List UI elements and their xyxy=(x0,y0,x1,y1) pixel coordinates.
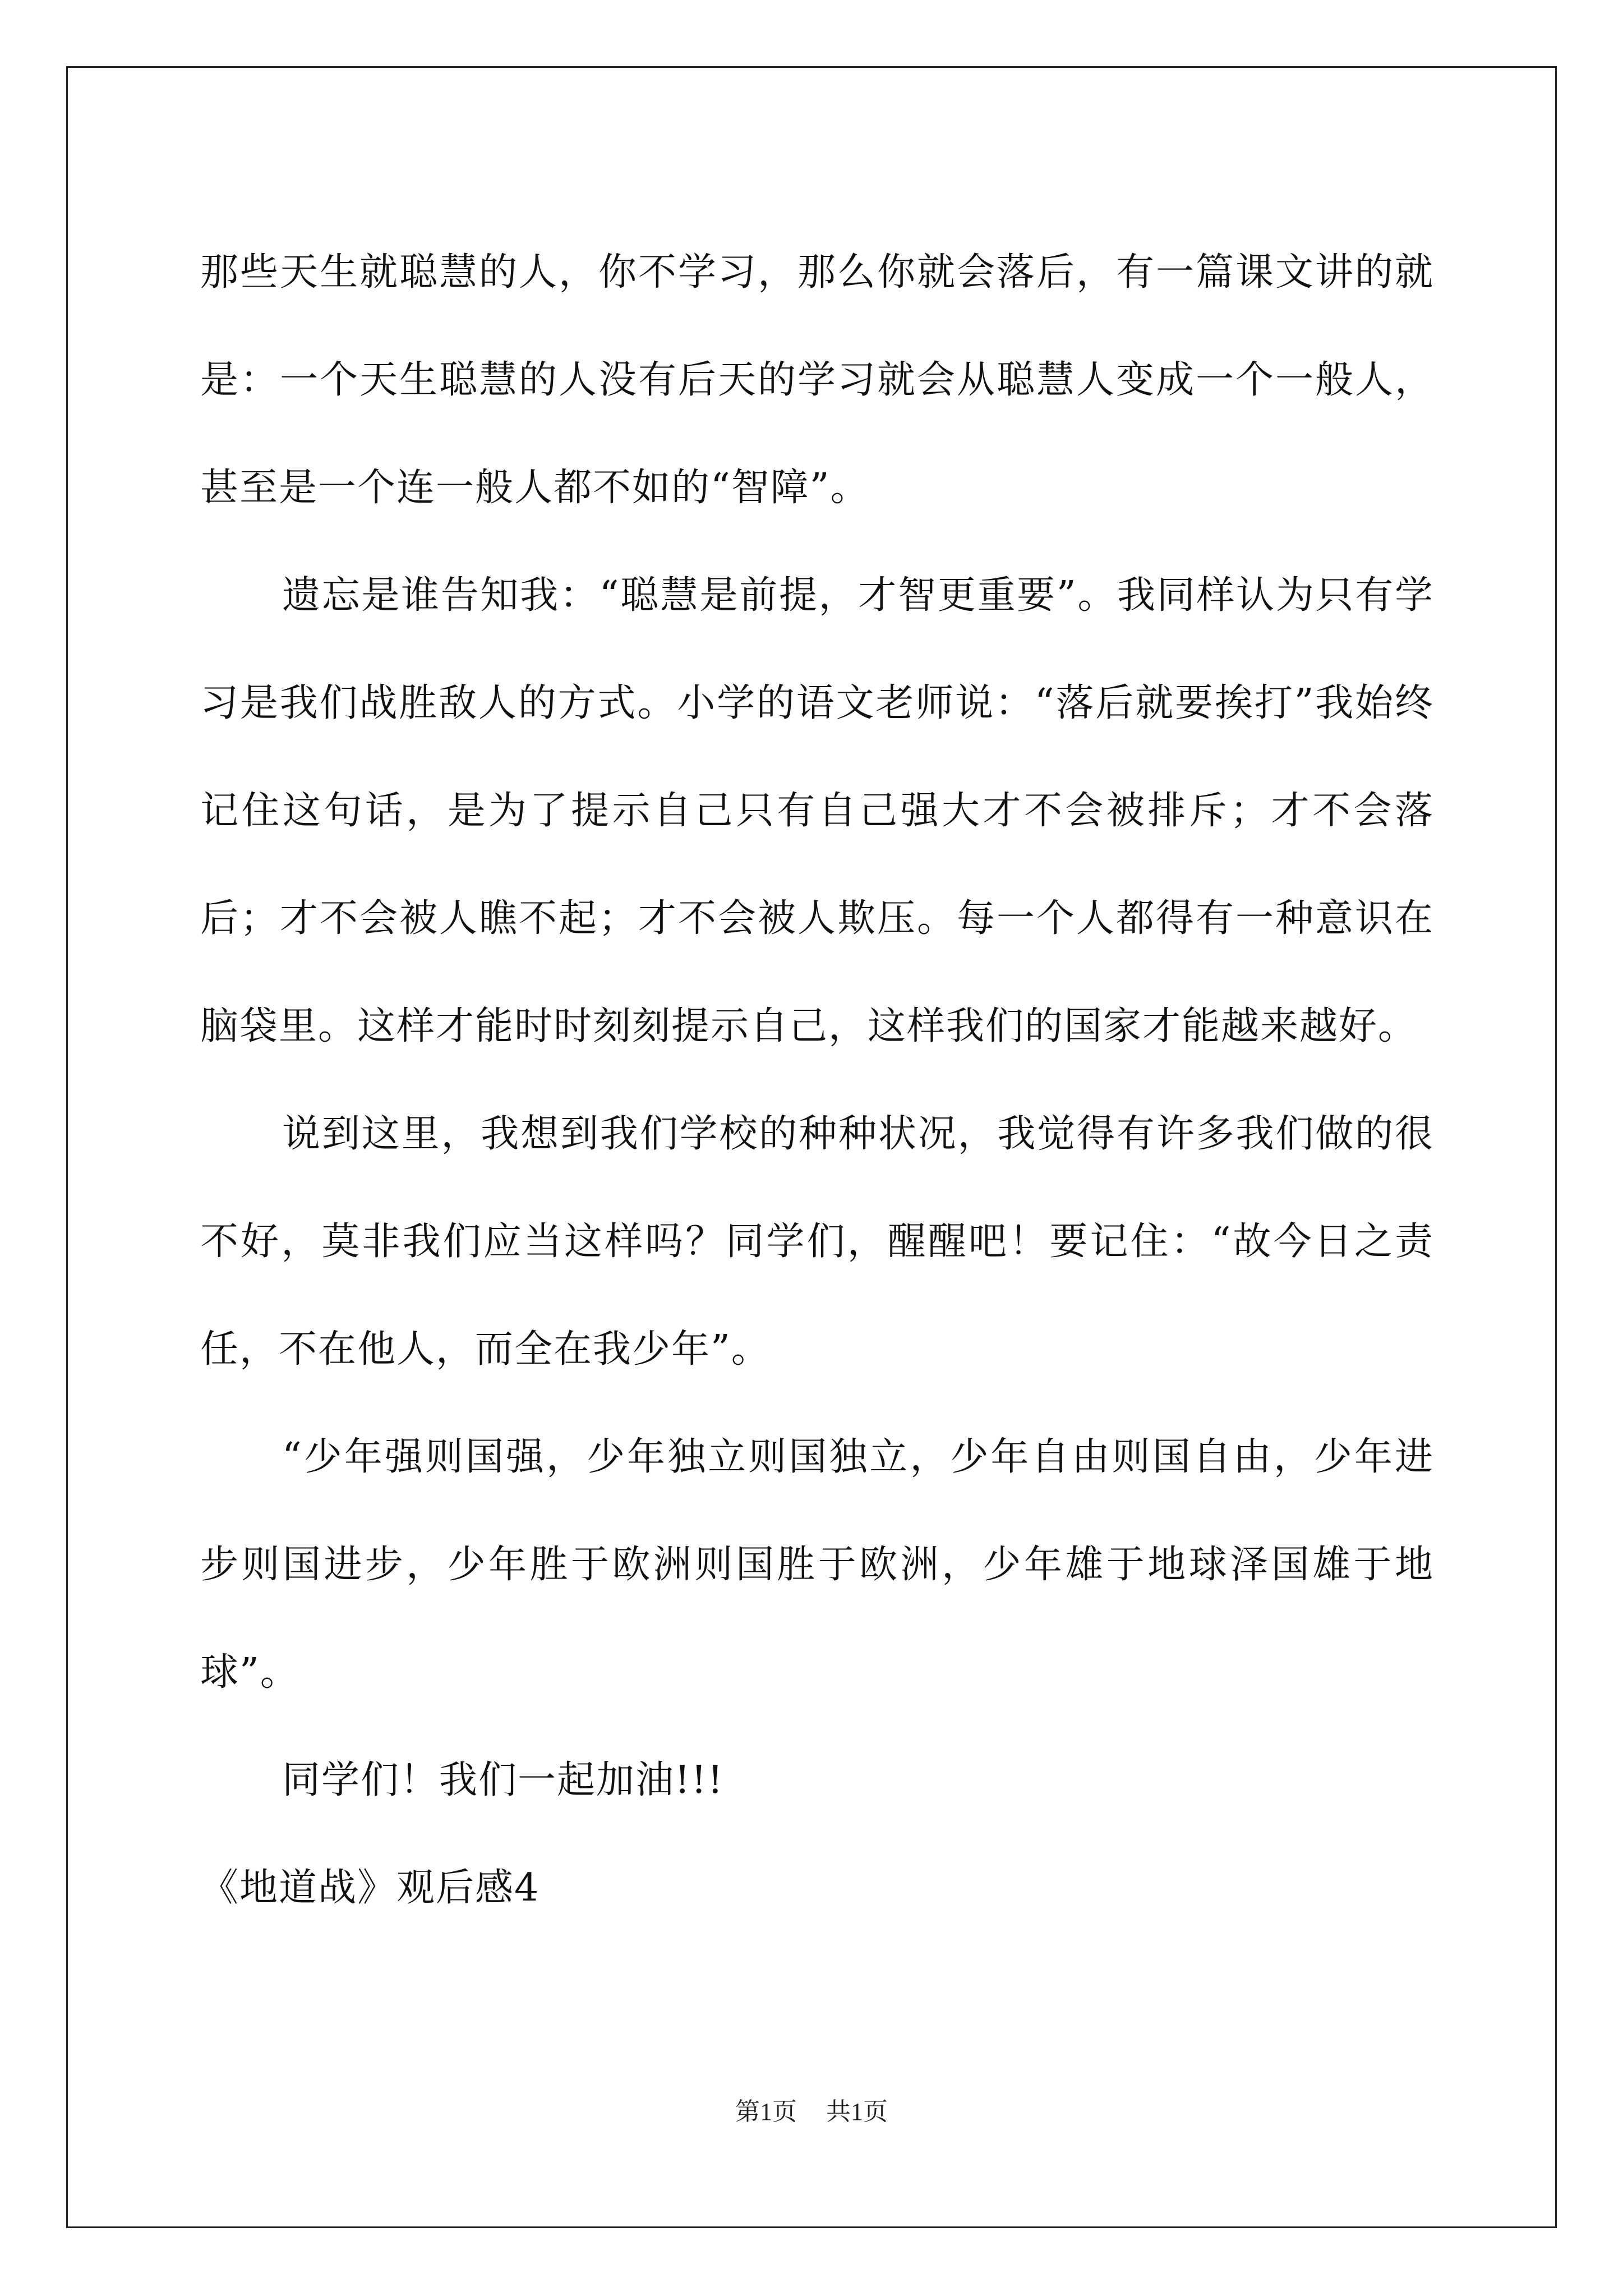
page-total: 共1页 xyxy=(826,2098,888,2125)
paragraph-4: “少年强则国强，少年独立则国独立，少年自由则国自由，少年进步则国进步，少年胜于欧洲则国胜于欧洲，少年雄于地球泽国雄于地球”。 xyxy=(200,1435,1434,1695)
page-number: 第1页 xyxy=(735,2098,797,2125)
page-footer xyxy=(0,2095,1623,2129)
paragraph-5: 同学们！我们一起加油!!! xyxy=(282,1758,724,1802)
document-body xyxy=(200,219,1434,1942)
paragraph-1: 那些天生就聪慧的人，你不学习，那么你就会落后，有一篇课文讲的就是：一个天生聪慧的人没有后天的学习就会从聪慧人变成一个一般人，甚至是一个连一般人都不如的“智障”。 xyxy=(200,250,1434,510)
paragraph-2: 遗忘是谁告知我：“聪慧是前提，才智更重要”。我同样认为只有学习是我们战胜敌人的方式。小学的语文老师说：“落后就要挨打”我始终记住这句话，是为了提示自己只有自己强大才不会被排斥；才不会落后；才不会被人瞧不起；才不会被人欺压。每一个人都得有一种意识在脑袋里。这样才能时时刻刻提示自己，这样我们的国家才能越来越好。 xyxy=(200,573,1434,1048)
section-heading: 《地道战》观后感4 xyxy=(200,1866,540,1910)
paragraph-3: 说到这里，我想到我们学校的种种状况，我觉得有许多我们做的很不好，莫非我们应当这样吗？同学们，醒醒吧！要记住：“故今日之责任，不在他人，而全在我少年”。 xyxy=(200,1112,1434,1372)
